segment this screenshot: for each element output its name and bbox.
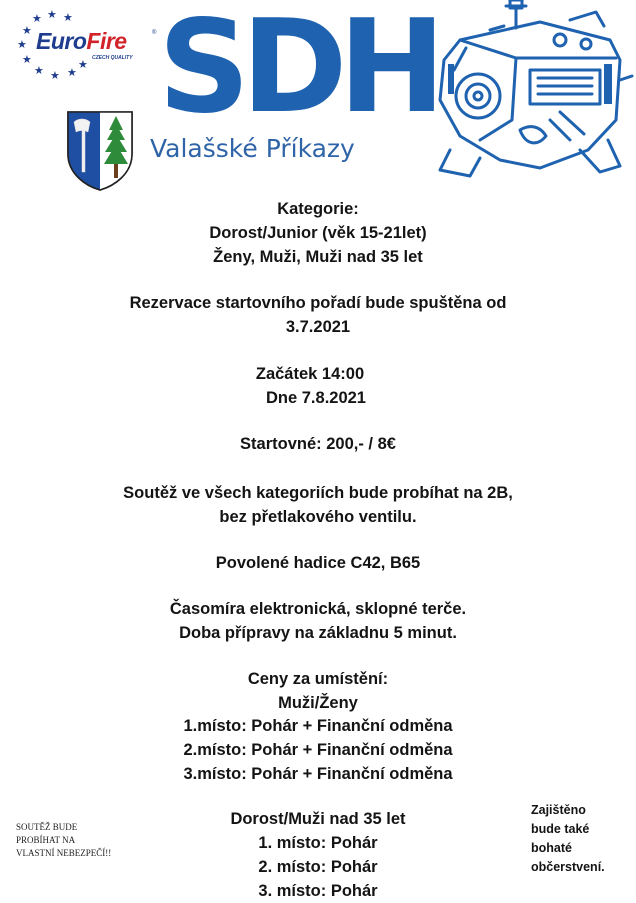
svg-text:★: ★: [17, 39, 27, 51]
reservation-date: 3.7.2021: [285, 318, 351, 336]
prizes-heading: Ceny za umístění:: [247, 670, 389, 688]
hoses-text: Povolené hadice C42, B65: [215, 554, 421, 572]
timing-text: Časomíra elektronická, sklopné terče.: [169, 600, 467, 618]
svg-text:★: ★: [47, 9, 57, 21]
prize-line: 2.místo: Pohár + Finanční odměna: [183, 741, 453, 759]
rules-text: bez přetlakového ventilu.: [219, 508, 417, 526]
event-date: Dne 7.8.2021: [266, 389, 366, 407]
category-line: Dorost/Junior (věk 15-21let): [209, 224, 427, 242]
rules-text: Soutěž ve všech kategoriích bude probíhat na 2B,: [123, 484, 513, 502]
prize-line: 1.místo: Pohár + Finanční odměna: [183, 717, 453, 735]
fire-pump-engine-icon: [420, 0, 634, 186]
place-name: Valašské Příkazy: [150, 134, 355, 163]
coat-of-arms-icon: [64, 108, 136, 192]
svg-text:★: ★: [32, 13, 42, 25]
prize-line: 3.místo: Pohár + Finanční odměna: [183, 765, 453, 783]
svg-text:★: ★: [50, 70, 60, 80]
svg-text:★: ★: [67, 67, 77, 79]
svg-text:★: ★: [63, 12, 73, 24]
prizes-group: Muži/Ženy: [278, 694, 358, 712]
prizes-group: Dorost/Muži nad 35 let: [230, 810, 406, 828]
prize-line: 3. místo: Pohár: [258, 882, 378, 900]
eurofire-wordmark: EuroFire: [36, 28, 127, 54]
eurofire-tagline: CZECH QUALITY: [92, 55, 133, 61]
svg-text:★: ★: [34, 65, 44, 77]
reservation-text: Rezervace startovního pořadí bude spuštěna od: [129, 294, 507, 312]
entry-fee: Startovné: 200,- / 8€: [240, 435, 396, 453]
refreshments-note: Zajištěno bude také bohaté občerstvení.: [531, 803, 605, 874]
svg-text:★: ★: [22, 25, 32, 37]
category-heading: Kategorie:: [277, 200, 359, 218]
start-time: Začátek 14:00: [255, 365, 365, 383]
category-line: Ženy, Muži, Muži nad 35 let: [213, 248, 423, 266]
eurofire-logo: [14, 6, 160, 80]
risk-notice: SOUTĚŽ BUDE PROBÍHAT NA VLASTNÍ NEBEZPEČÍ!!: [16, 822, 112, 858]
prize-line: 1. místo: Pohár: [258, 834, 378, 852]
svg-text:★: ★: [22, 54, 32, 66]
sdh-title: SDH: [158, 0, 437, 142]
svg-text:★: ★: [78, 59, 88, 71]
prize-line: 2. místo: Pohár: [258, 858, 378, 876]
registered-mark: ®: [152, 30, 157, 36]
prep-time-text: Doba přípravy na základnu 5 minut.: [179, 624, 457, 642]
